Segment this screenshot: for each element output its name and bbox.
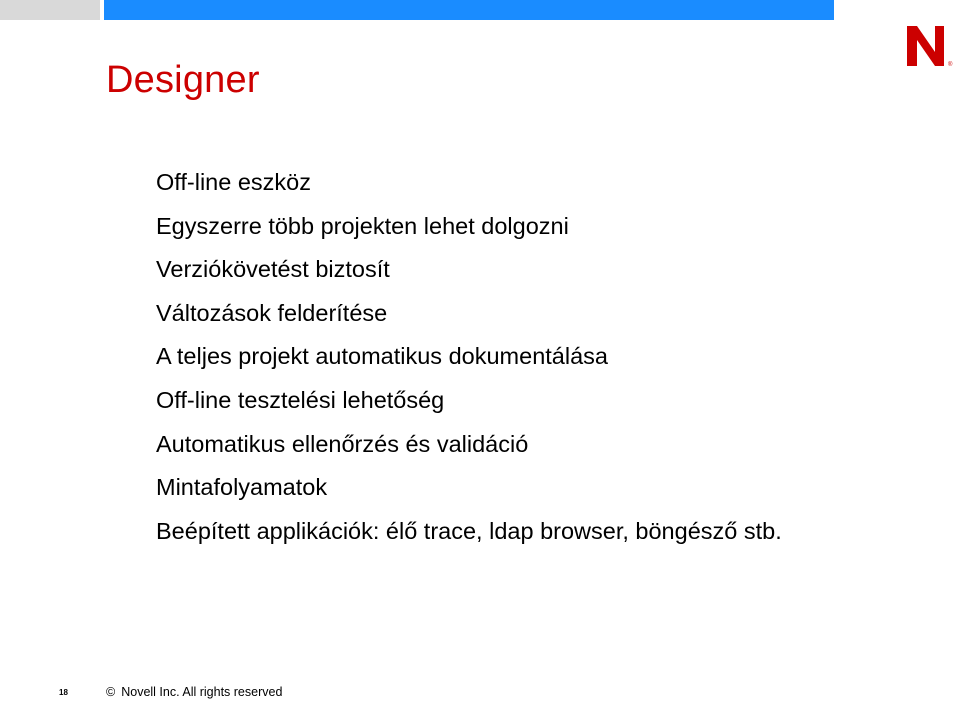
registered-mark: ®	[948, 62, 953, 68]
list-item: Off-line tesztelési lehetőség	[156, 386, 445, 413]
top-bar-blue	[104, 0, 834, 20]
copyright-text: Novell Inc. All rights reserved	[121, 685, 283, 699]
list-item: Automatikus ellenőrzés és validáció	[156, 430, 529, 457]
list-item: Mintafolyamatok	[156, 474, 328, 501]
page-number: 18	[59, 688, 68, 697]
copyright-icon: ©	[106, 685, 116, 699]
list-item: Egyszerre több projekten lehet dolgozni	[156, 212, 569, 239]
bullet-list	[156, 166, 782, 558]
list-item: Változások felderítése	[156, 299, 388, 326]
top-bar-gray	[0, 0, 100, 20]
novell-logo-icon	[905, 22, 957, 70]
copyright	[106, 685, 282, 699]
footer	[0, 684, 960, 702]
list-item: Verziókövetést biztosít	[156, 256, 390, 283]
slide-title: Designer	[106, 59, 260, 101]
list-item: A teljes projekt automatikus dokumentálása	[156, 343, 608, 370]
list-item: Beépített applikációk: élő trace, ldap browser, böngésző stb.	[156, 517, 782, 544]
list-item: Off-line eszköz	[156, 169, 311, 195]
